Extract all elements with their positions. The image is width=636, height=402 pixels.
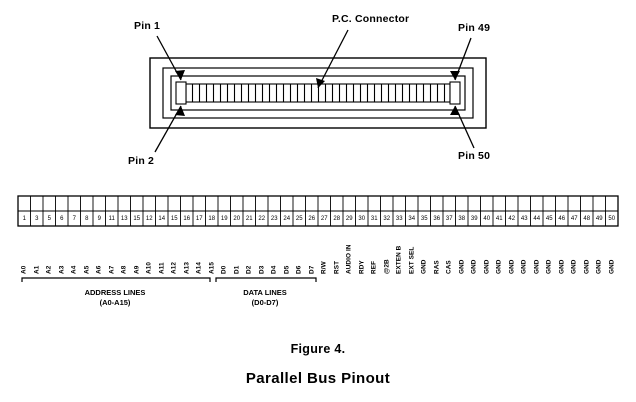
arrowhead-pin1 (175, 70, 185, 80)
pin-number: 11 (108, 216, 115, 222)
pin-signal-label: GND (570, 259, 578, 274)
pin-number: 9 (97, 216, 101, 222)
pin-number: 32 (383, 216, 391, 222)
pin-signal-cell (306, 228, 319, 274)
pin-number: 26 (308, 216, 316, 222)
pin-number: 28 (333, 216, 341, 222)
pin-signal-label: RAS (433, 260, 441, 274)
pin-signal-cell (506, 228, 519, 274)
pin-signal-cell (56, 228, 69, 274)
group-label-address-lines (40, 288, 190, 308)
group-label-data-lines (210, 288, 320, 308)
pin-signal-label: REF (370, 260, 378, 274)
pin-signal-cell (518, 228, 531, 274)
pin-signal-label: GND (520, 259, 528, 274)
group-label-data-title: DATA LINES (243, 288, 287, 297)
pin-signal-cell (493, 228, 506, 274)
pin-signal-label: AUDIO IN (345, 244, 353, 274)
pin-number: 1 (22, 216, 26, 222)
pin-signal-label: GND (545, 259, 553, 274)
pin-signal-cell (481, 228, 494, 274)
pin-signal-label: D5 (283, 265, 291, 274)
callout-label-pin2: Pin 2 (128, 155, 155, 167)
pin-signal-cell (531, 228, 544, 274)
pin-signal-label: GND (608, 259, 616, 274)
pin-signal-label: A12 (170, 261, 178, 274)
pin-signal-cell (331, 228, 344, 274)
pin-number: 24 (283, 216, 291, 222)
figure-caption-title: Parallel Bus Pinout (245, 370, 391, 387)
pin-number-row (18, 212, 618, 226)
pin-number: 21 (245, 216, 253, 222)
pin-number: 45 (545, 216, 553, 222)
pin-signal-label: R/W (320, 261, 328, 274)
group-bracket-address (22, 278, 210, 282)
pin-signal-cell (356, 228, 369, 274)
callout-label-pc-connector: P.C. Connector (332, 13, 410, 25)
callout-label-pin49: Pin 49 (458, 22, 491, 34)
pin-signal-label: GND (420, 259, 428, 274)
pin-number: 18 (208, 216, 216, 222)
pin-signal-label: D0 (220, 265, 228, 274)
pin-signal-label: D6 (295, 265, 303, 274)
pin-signal-label: EXT SEL (408, 246, 416, 274)
pin-signal-cell (143, 228, 156, 274)
pin-signal-cell (581, 228, 594, 274)
pin-signal-cell (93, 228, 106, 274)
pin-signal-cell (43, 228, 56, 274)
pin-number: 15 (170, 216, 178, 222)
pin-signal-label: GND (508, 259, 516, 274)
pin-signal-cell (243, 228, 256, 274)
pin-signal-cell (18, 228, 31, 274)
pin-number: 13 (120, 216, 128, 222)
pin-number: 14 (158, 216, 166, 222)
pin-pad-right (450, 82, 460, 104)
pin-signal-label: D1 (233, 265, 241, 274)
pin-signal-label: A3 (58, 265, 66, 274)
pin-number: 31 (370, 216, 378, 222)
group-bracket-data (216, 278, 316, 282)
pin-signal-label: GND (470, 259, 478, 274)
pin-signal-label: D2 (245, 265, 253, 274)
pin-number: 39 (470, 216, 478, 222)
group-label-data-range: (D0-D7) (251, 298, 279, 307)
pin-signal-label: A6 (95, 265, 103, 274)
pin-number: 33 (395, 216, 403, 222)
pin-signal-cell (556, 228, 569, 274)
pin-number: 5 (47, 216, 51, 222)
pin-signal-cell (368, 228, 381, 274)
pin-signal-label: A13 (183, 261, 191, 274)
pin-number: 8 (85, 216, 89, 222)
pin-signal-label: CAS (445, 260, 453, 274)
pin-number: 35 (420, 216, 428, 222)
pin-signal-label: GND (458, 259, 466, 274)
pin-number: 44 (533, 216, 541, 222)
pin-signal-cell (343, 228, 356, 274)
pin-signal-label: A8 (120, 265, 128, 274)
pin-signal-cell (181, 228, 194, 274)
pin-number: 16 (183, 216, 191, 222)
pin-number: 43 (520, 216, 528, 222)
pin-signal-label: GND (483, 259, 491, 274)
pin-signal-cell (606, 228, 619, 274)
pin-signal-label: D3 (258, 265, 266, 274)
pin-number: 27 (320, 216, 328, 222)
pin-signal-cell (543, 228, 556, 274)
pin-signal-cell (568, 228, 581, 274)
pin-signal-cell (231, 228, 244, 274)
figure-caption-number: Figure 4. (290, 342, 346, 356)
pin-signal-row (18, 228, 618, 274)
pin-pad-left (176, 82, 186, 104)
pin-signal-cell (131, 228, 144, 274)
pin-signal-label: A15 (208, 261, 216, 274)
callout-label-pin50: Pin 50 (458, 150, 491, 162)
pin-signal-label: A7 (108, 265, 116, 274)
pin-number: 3 (35, 216, 39, 222)
pin-signal-cell (168, 228, 181, 274)
pin-signal-label: A11 (158, 262, 166, 274)
pin-number: 29 (345, 216, 353, 222)
pin-signal-cell (81, 228, 94, 274)
pin-number: 17 (195, 216, 203, 222)
pin-signal-cell (193, 228, 206, 274)
pin-number: 38 (458, 216, 466, 222)
pin-signal-cell (418, 228, 431, 274)
pin-number: 7 (72, 216, 76, 222)
pin-signal-cell (381, 228, 394, 274)
pin-signal-cell (156, 228, 169, 274)
pin-signal-label: A2 (45, 265, 53, 274)
pin-number: 30 (358, 216, 366, 222)
pin-signal-label: A1 (33, 265, 41, 274)
pin-signal-cell (293, 228, 306, 274)
pin-number: 41 (495, 216, 503, 222)
pin-signal-cell (318, 228, 331, 274)
callout-label-pin1: Pin 1 (134, 20, 161, 32)
leader-line-pc-connector (318, 30, 348, 88)
pin-number: 34 (408, 216, 416, 222)
pin-number: 15 (133, 216, 141, 222)
pin-signal-cell (206, 228, 219, 274)
pin-signal-label: D4 (270, 265, 278, 274)
pin-signal-cell (281, 228, 294, 274)
pin-signal-cell (68, 228, 81, 274)
pin-signal-cell (106, 228, 119, 274)
pin-number: 50 (608, 216, 616, 222)
pin-number: 49 (595, 216, 603, 222)
pin-number: 37 (445, 216, 453, 222)
pin-signal-cell (118, 228, 131, 274)
pin-number: 23 (270, 216, 278, 222)
pin-number: 25 (295, 216, 303, 222)
pin-signal-label: GND (533, 259, 541, 274)
pin-number: 47 (570, 216, 578, 222)
group-label-address-title: ADDRESS LINES (84, 288, 146, 297)
group-label-address-range: (A0-A15) (99, 298, 131, 307)
pin-signal-label: D7 (308, 265, 316, 274)
pin-signal-cell (406, 228, 419, 274)
pin-signal-label: RDY (358, 260, 366, 274)
pin-signal-label: A14 (195, 261, 203, 274)
pin-signal-cell (456, 228, 469, 274)
pin-number: 40 (483, 216, 491, 222)
arrowhead-pin2 (175, 106, 185, 116)
pin-signal-cell (593, 228, 606, 274)
pin-signal-label: A4 (70, 265, 78, 274)
pin-signal-cell (31, 228, 44, 274)
pin-signal-label: A5 (83, 265, 91, 274)
pin-number: 12 (145, 216, 153, 222)
pin-number: 20 (233, 216, 241, 222)
pin-signal-label: GND (595, 259, 603, 274)
pin-signal-label: RST (333, 260, 341, 274)
pin-number: 19 (220, 216, 228, 222)
pin-number: 22 (258, 216, 266, 222)
pin-signal-label: GND (495, 259, 503, 274)
pin-signal-label: @2B (383, 259, 391, 274)
pin-signal-label: EXTEN B (395, 245, 403, 274)
pin-number: 6 (60, 216, 64, 222)
pin-signal-cell (268, 228, 281, 274)
pin-number: 48 (583, 216, 591, 222)
pin-number: 36 (433, 216, 441, 222)
pin-signal-label: A10 (145, 261, 153, 274)
pin-signal-label: A0 (20, 265, 28, 274)
pin-signal-cell (468, 228, 481, 274)
pin-signal-cell (431, 228, 444, 274)
pin-signal-cell (393, 228, 406, 274)
pin-signal-cell (256, 228, 269, 274)
pin-signal-label: A9 (133, 265, 141, 274)
pin-signal-label: GND (558, 259, 566, 274)
pin-signal-label: GND (583, 259, 591, 274)
pin-number: 42 (508, 216, 516, 222)
pin-signal-cell (218, 228, 231, 274)
pin-number: 46 (558, 216, 566, 222)
pin-signal-cell (443, 228, 456, 274)
